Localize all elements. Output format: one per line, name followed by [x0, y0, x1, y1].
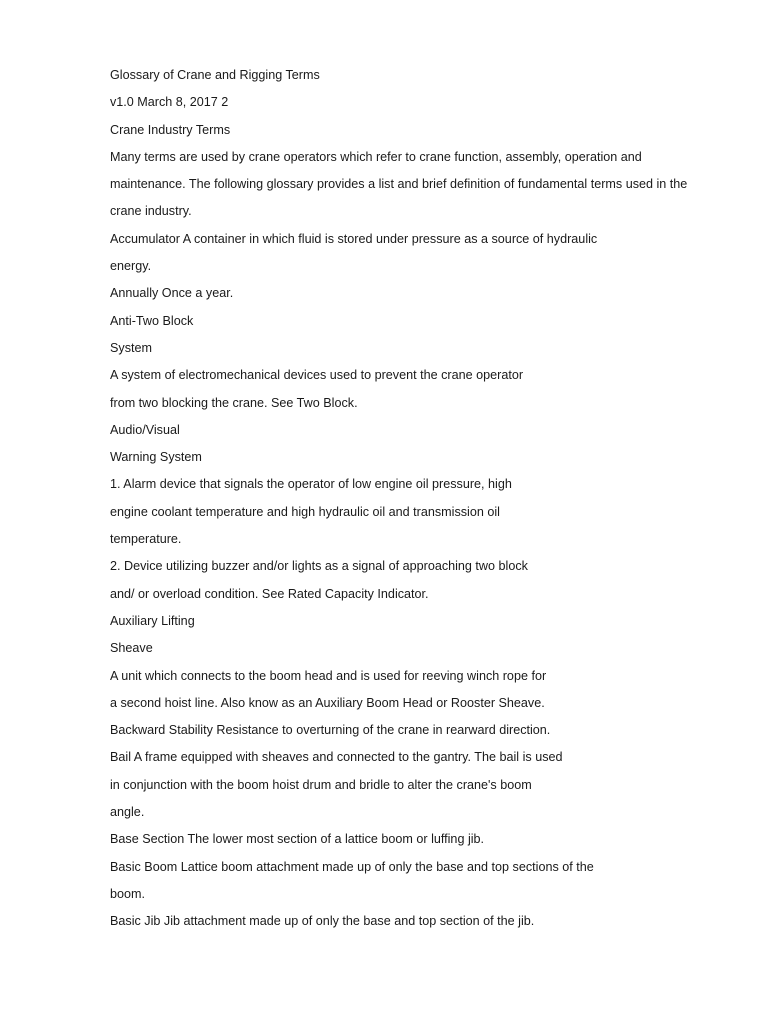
- intro-line: crane industry.: [110, 204, 192, 219]
- glossary-line: Annually Once a year.: [110, 286, 234, 301]
- glossary-line: boom.: [110, 886, 146, 901]
- glossary-line: Bail A frame equipped with sheaves and connected to the gantry. The bail is used: [110, 750, 563, 765]
- glossary-line: System: [110, 340, 152, 355]
- glossary-line: Basic Boom Lattice boom attachment made up of only the base and top sections of the: [110, 859, 594, 874]
- glossary-line: energy.: [110, 259, 152, 274]
- document-page: [110, 66, 700, 940]
- glossary-line: from two blocking the crane. See Two Block.: [110, 395, 358, 410]
- glossary-line: Auxiliary Lifting: [110, 613, 195, 628]
- glossary-line: Accumulator A container in which fluid is stored under pressure as a source of hydraulic: [110, 231, 598, 246]
- glossary-line: Warning System: [110, 450, 202, 465]
- document-version: v1.0 March 8, 2017 2: [110, 95, 229, 110]
- glossary-line: Base Section The lower most section of a lattice boom or luffing jib.: [110, 832, 485, 847]
- glossary-line: 2. Device utilizing buzzer and/or lights as a signal of approaching two block: [110, 559, 528, 574]
- section-heading: Crane Industry Terms: [110, 122, 231, 137]
- glossary-line: A unit which connects to the boom head and is used for reeving winch rope for: [110, 668, 547, 683]
- intro-line: Many terms are used by crane operators which refer to crane function, assembly, operation and: [110, 149, 642, 164]
- glossary-line: and/ or overload condition. See Rated Capacity Indicator.: [110, 586, 429, 601]
- glossary-line: temperature.: [110, 532, 182, 547]
- glossary-line: Anti-Two Block: [110, 313, 194, 328]
- glossary-line: in conjunction with the boom hoist drum and bridle to alter the crane's boom: [110, 777, 532, 792]
- intro-line: maintenance. The following glossary provides a list and brief definition of fundamental terms used in the: [110, 177, 688, 192]
- glossary-line: angle.: [110, 805, 145, 820]
- document-title: Glossary of Crane and Rigging Terms: [110, 68, 320, 82]
- glossary-line: Sheave: [110, 641, 153, 656]
- glossary-line: engine coolant temperature and high hydraulic oil and transmission oil: [110, 504, 500, 519]
- glossary-line: Backward Stability Resistance to overturning of the crane in rearward direction.: [110, 723, 551, 738]
- glossary-line: a second hoist line. Also know as an Auxiliary Boom Head or Rooster Sheave.: [110, 695, 545, 710]
- glossary-line: Audio/Visual: [110, 422, 180, 437]
- glossary-line: Basic Jib Jib attachment made up of only the base and top section of the jib.: [110, 914, 535, 929]
- glossary-line: A system of electromechanical devices used to prevent the crane operator: [110, 368, 524, 383]
- glossary-line: 1. Alarm device that signals the operator of low engine oil pressure, high: [110, 477, 512, 492]
